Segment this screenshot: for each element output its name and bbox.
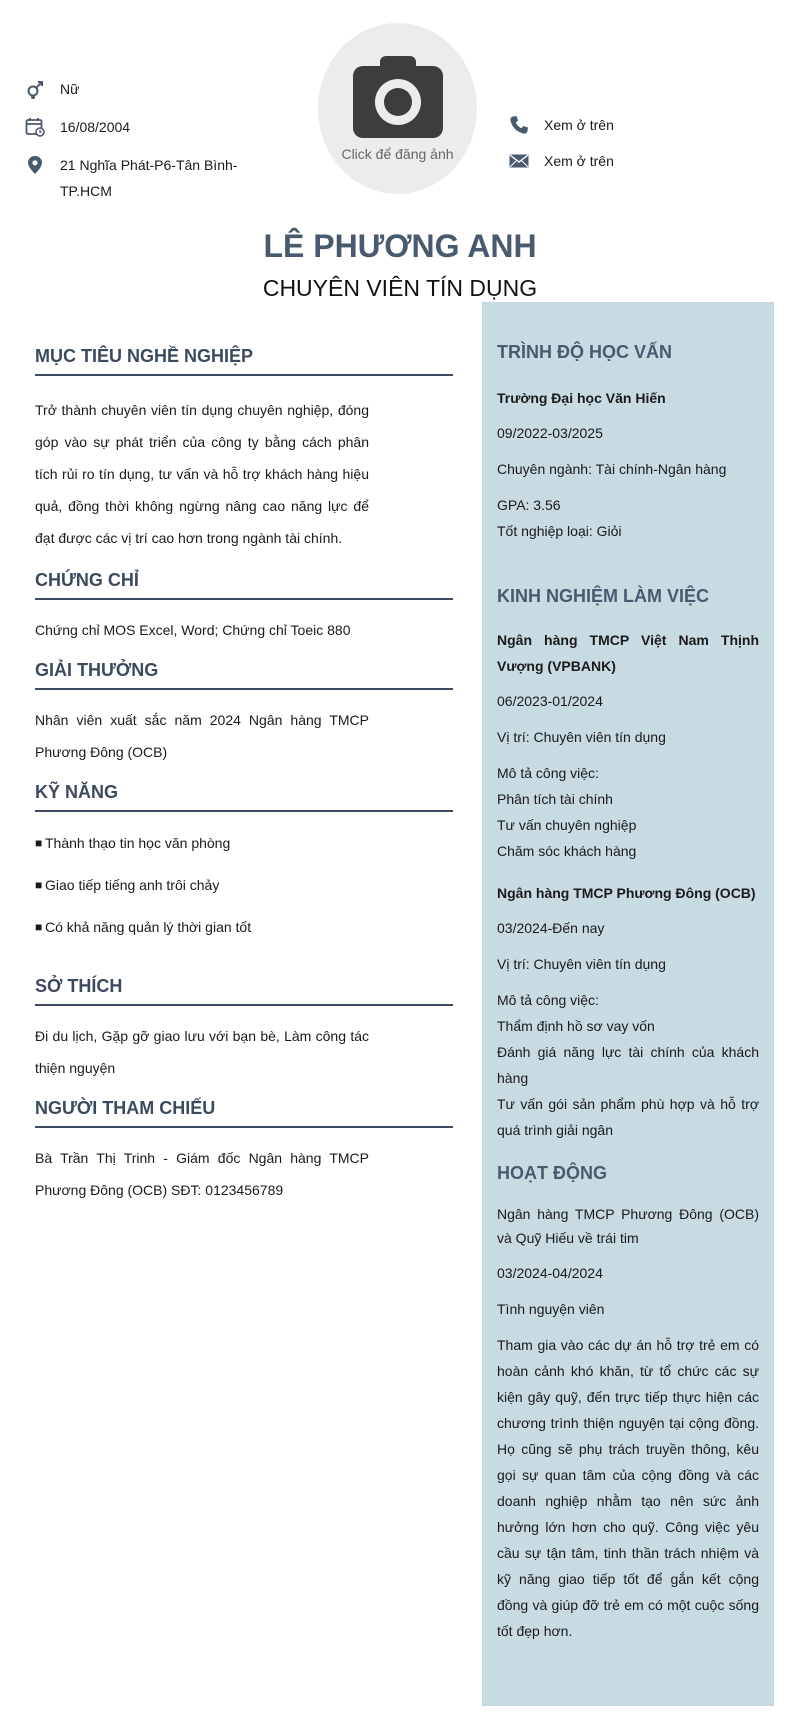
skills-list <box>35 832 453 938</box>
gender-icon <box>24 76 46 102</box>
experience-duty: Tư vấn gói sản phẩm phù hợp và hỗ trợ quá trình giải ngân <box>497 1096 759 1138</box>
contact-info-left <box>24 76 264 216</box>
activities-period: 03/2024-04/2024 <box>497 1265 603 1281</box>
references-heading: NGƯỜI THAM CHIẾU <box>35 1098 453 1128</box>
address-row <box>24 152 264 204</box>
education-gpa: GPA: 3.56 <box>497 497 561 513</box>
camera-icon <box>350 52 446 142</box>
experience-desc-label: Mô tả công việc: <box>497 992 599 1008</box>
phone-icon <box>508 112 530 138</box>
experience-position: Vị trí: Chuyên viên tín dụng <box>497 956 666 972</box>
references-text: Bà Trần Thị Trinh - Giám đốc Ngân hàng TMCP Phương Đông (OCB) SĐT: 0123456789 <box>35 1150 369 1198</box>
skills-heading: KỸ NĂNG <box>35 782 453 812</box>
career-objective-text: Trở thành chuyên viên tín dụng chuyên nghiệp, đóng góp vào sự phát triển của công ty bằng cách phân tích rủi ro tín dụng, tư vấn và hỗ trợ khách hàng hiệu quả, đồng thời không ngừng nâng cao năng lực để đạt được các vị trí cao hơn trong ngành tài chính. <box>35 402 369 546</box>
bullet-icon: ■ <box>35 878 43 892</box>
photo-caption: Click để đăng ảnh <box>341 145 454 162</box>
location-pin-icon <box>24 152 46 178</box>
hobbies-heading: SỞ THÍCH <box>35 976 453 1006</box>
experience-heading: KINH NGHIỆM LÀM VIỆC <box>497 586 710 606</box>
education-grade: Tốt nghiệp loại: Giỏi <box>497 523 622 539</box>
education-school: Trường Đại học Văn Hiến <box>497 390 666 406</box>
address-value: 21 Nghĩa Phát-P6-Tân Bình-TP.HCM <box>60 157 238 199</box>
certificates-text: Chứng chỉ MOS Excel, Word; Chứng chỉ Toeic 880 <box>35 622 351 638</box>
activities-role: Tình nguyện viên <box>497 1301 605 1317</box>
envelope-icon <box>508 148 530 174</box>
education-period: 09/2022-03/2025 <box>497 425 603 441</box>
candidate-name: LÊ PHƯƠNG ANH <box>263 228 537 264</box>
education-heading: TRÌNH ĐỘ HỌC VẤN <box>497 342 672 362</box>
experience-position: Vị trí: Chuyên viên tín dụng <box>497 729 666 745</box>
gender-value: Nữ <box>60 81 80 97</box>
contact-info-right <box>508 112 758 184</box>
job-title: CHUYÊN VIÊN TÍN DỤNG <box>262 275 538 301</box>
right-sidebar <box>482 302 774 1706</box>
experience-duty: Đánh giá năng lực tài chính của khách hàng <box>497 1044 759 1086</box>
skill-item: ■ Có khả năng quản lý thời gian tốt <box>35 916 453 938</box>
photo-upload[interactable] <box>318 23 477 194</box>
experience-period: 03/2024-Đến nay <box>497 920 605 936</box>
experience-period: 06/2023-01/2024 <box>497 693 603 709</box>
skill-item: ■ Thành thạo tin học văn phòng <box>35 832 453 854</box>
bullet-icon: ■ <box>35 920 43 934</box>
activities-org: Ngân hàng TMCP Phương Đông (OCB) và Quỹ Hiếu về trái tim <box>497 1206 759 1246</box>
awards-heading: GIẢI THƯỞNG <box>35 660 453 690</box>
email-row <box>508 148 758 174</box>
experience-duty: Phân tích tài chính <box>497 791 613 807</box>
dob-row <box>24 114 264 140</box>
phone-value: Xem ở trên <box>544 117 614 133</box>
left-column <box>35 346 453 1206</box>
experience-company: Ngân hàng TMCP Phương Đông (OCB) <box>497 885 756 901</box>
experience-item <box>497 627 759 864</box>
gender-row <box>24 76 264 102</box>
experience-duty: Thẩm định hồ sơ vay vốn <box>497 1018 655 1034</box>
experience-company: Ngân hàng TMCP Việt Nam Thịnh Vượng (VPBANK) <box>497 632 759 674</box>
experience-duty: Tư vấn chuyên nghiệp <box>497 817 637 833</box>
education-major: Chuyên ngành: Tài chính-Ngân hàng <box>497 461 727 477</box>
activities-heading: HOẠT ĐỘNG <box>497 1163 607 1183</box>
skill-item: ■ Giao tiếp tiếng anh trôi chảy <box>35 874 453 896</box>
experience-duty: Chăm sóc khách hàng <box>497 843 637 859</box>
bullet-icon: ■ <box>35 836 43 850</box>
email-value: Xem ở trên <box>544 153 614 169</box>
experience-item <box>497 880 759 1143</box>
experience-desc-label: Mô tả công việc: <box>497 765 599 781</box>
awards-text: Nhân viên xuất sắc năm 2024 Ngân hàng TMCP Phương Đông (OCB) <box>35 712 369 760</box>
career-objective-heading: MỤC TIÊU NGHỀ NGHIỆP <box>35 346 453 376</box>
calendar-icon <box>24 114 46 140</box>
hobbies-text: Đi du lịch, Gặp gỡ giao lưu với bạn bè, Làm công tác thiện nguyện <box>35 1028 369 1076</box>
activities-description: Tham gia vào các dự án hỗ trợ trẻ em có hoàn cảnh khó khăn, từ tổ chức các sự kiện gây quỹ, đến trực tiếp thực hiện các chương trình thiện nguyện tại cộng đồng. Họ cũng sẽ phụ trách truyền thông, kêu gọi sự quan tâm của cộng đồng và các doanh nghiệp nhằm tạo nên sức ảnh hưởng lớn hơn cho quỹ. Công việc yêu cầu sự tận tâm, tinh thần trách nhiệm và kỹ năng giao tiếp tốt để gắn kết cộng đồng và giúp đỡ trẻ em có một cuộc sống tốt đẹp hơn. <box>497 1337 759 1639</box>
dob-value: 16/08/2004 <box>60 119 131 135</box>
phone-row <box>508 112 758 138</box>
certificates-heading: CHỨNG CHỈ <box>35 570 453 600</box>
